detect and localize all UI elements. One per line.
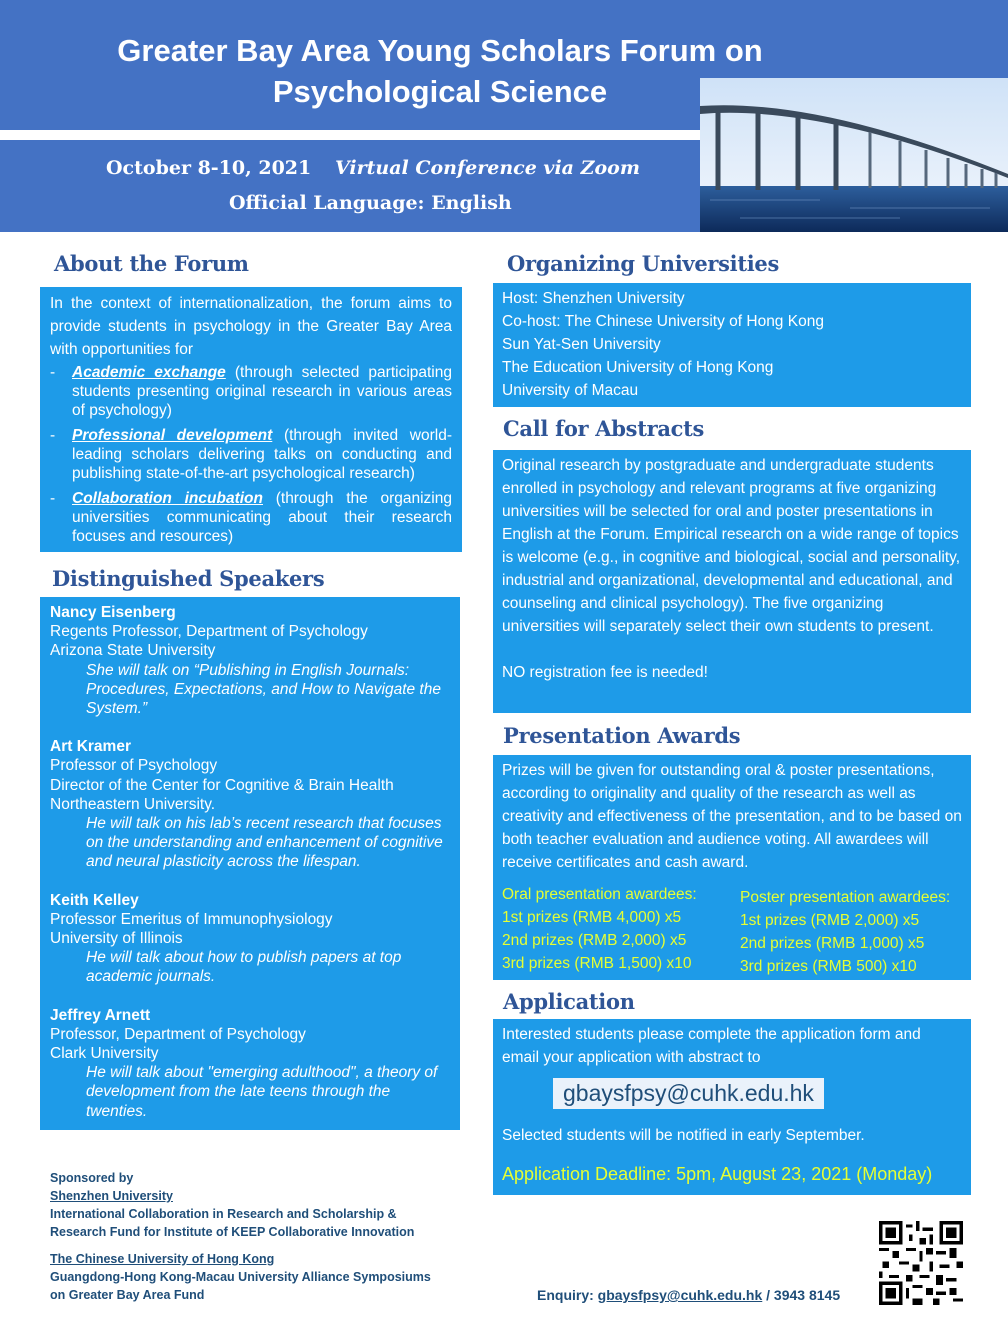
about-item-term: Professional development: [72, 427, 273, 444]
about-item-desc: (through selected participating students presenting original research in various areas of psychology): [72, 364, 452, 419]
sponsor-label: Sponsored by: [50, 1171, 134, 1185]
speaker-name: Nancy Eisenberg: [50, 604, 176, 621]
about-item-bullet: -: [50, 490, 56, 507]
speaker-affiliation: Arizona State University: [50, 642, 216, 660]
award-prize: 1st prizes (RMB 4,000) x5: [502, 909, 682, 926]
about-box: [40, 287, 462, 552]
application-deadline: Application Deadline: 5pm, August 23, 2021 (Monday): [502, 1164, 933, 1184]
award-prize: 3rd prizes (RMB 500) x10: [740, 958, 917, 975]
title-line-2: Psychological Science: [272, 74, 608, 109]
application-body: Interested students please complete the application form and email your application with abstract to: [502, 1026, 921, 1066]
speaker-title: Professor Emeritus of Immunophysiology: [50, 910, 333, 928]
speaker-talk: He will talk about "emerging adulthood", a theory of development from the late teens through the twenties.: [86, 1064, 438, 1120]
about-item: [50, 489, 452, 546]
awards-body: Prizes will be given for outstanding oral & poster presentations, according to originality and quality of the research as well as creativity and effectiveness of the presentation, and to be based on both teacher evaluation and audience voting. All awardees will receive certificates and cash award.: [502, 762, 962, 871]
speaker-entry: [50, 737, 450, 871]
about-item-term: Academic exchange: [72, 364, 226, 381]
title-line-1: Greater Bay Area Young Scholars Forum on: [117, 33, 763, 68]
award-prize: 1st prizes (RMB 2,000) x5: [740, 912, 920, 929]
qr-code[interactable]: [879, 1221, 963, 1305]
bridge-photo: [700, 78, 1008, 232]
speaker-talk: He will talk about how to publish papers at top academic journals.: [86, 949, 402, 986]
event-venue: Virtual Conference via Zoom: [335, 157, 640, 179]
speaker-entry: [50, 891, 450, 987]
speaker-talk: He will talk on his lab’s recent research that focuses on the understanding and enhancement of cognitive and neural plasticity across the lifespan.: [86, 815, 443, 871]
official-language: Official Language: English: [229, 192, 512, 214]
award-prize: 2nd prizes (RMB 1,000) x5: [740, 935, 925, 952]
speaker-entry: [50, 603, 450, 718]
enquiry-email-link[interactable]: gbaysfpsy@cuhk.edu.hk: [597, 1287, 763, 1303]
speaker-affiliation: University of Illinois: [50, 930, 183, 948]
speakers-box: [40, 597, 460, 1130]
speaker-title: Director of the Center for Cognitive & Brain Health: [50, 776, 394, 794]
poster-awards-list: [740, 886, 950, 978]
call-box: [493, 450, 971, 713]
poster-awards-title: Poster presentation awardees:: [740, 889, 951, 906]
awards-heading: Presentation Awards: [503, 723, 741, 748]
about-item-desc: (through the organizing universities communicating about their research focuses and resources): [72, 490, 452, 545]
application-notify: Selected students will be notified in early September.: [502, 1127, 865, 1144]
about-intro: In the context of internationalization, the forum aims to provide students in psychology in the Greater Bay Area with opportunities for: [50, 295, 452, 358]
header-info-band: [0, 140, 700, 232]
call-note: NO registration fee is needed!: [502, 664, 708, 681]
oral-awards-title: Oral presentation awardees:: [502, 886, 697, 903]
organizer-item: The Education University of Hong Kong: [502, 359, 774, 376]
organizing-box: [493, 283, 971, 407]
about-item: [50, 426, 452, 483]
organizer-item: Sun Yat-Sen University: [502, 336, 661, 353]
about-item-term: Collaboration incubation: [72, 490, 263, 507]
speaker-entry: [50, 1006, 450, 1121]
sponsor-fund: Research Fund for Institute of KEEP Collaborative Innovation: [50, 1225, 415, 1239]
organizing-heading: Organizing Universities: [507, 251, 780, 276]
enquiry-phone: / 3943 8145: [762, 1287, 841, 1303]
speaker-title: Regents Professor, Department of Psychology: [50, 623, 368, 641]
about-item: [50, 363, 452, 420]
speaker-affiliation: Clark University: [50, 1045, 159, 1063]
enquiry-line: [537, 1287, 840, 1303]
application-heading: Application: [503, 989, 635, 1014]
speaker-affiliation: Northeastern University.: [50, 795, 216, 813]
award-prize: 2nd prizes (RMB 2,000) x5: [502, 932, 687, 949]
call-body: Original research by postgraduate and undergraduate students enrolled in psychology and relevant programs at five organizing universities will be selected for oral and poster presentations in English at the Forum. Empirical research on a wide range of topics is welcome (e.g., in cognitive and biological, social and personality, industrial and organizational, developmental and educational, and counseling and clinical psychology). The five organizing universities will separately select their own students to present.: [502, 457, 961, 635]
speaker-name: Art Kramer: [50, 738, 131, 756]
about-heading: About the Forum: [54, 251, 249, 276]
event-date: October 8-10, 2021: [106, 157, 312, 179]
speaker-title: Professor of Psychology: [50, 757, 218, 775]
about-item-bullet: -: [50, 364, 56, 381]
organizer-item: Co-host: The Chinese University of Hong Kong: [502, 313, 824, 330]
about-item-desc: (through invited world-leading scholars delivering talks on conducting and publishing state-of-the-art psychological research): [72, 427, 452, 482]
application-box: [493, 1019, 971, 1195]
sponsor-fund: Guangdong-Hong Kong-Macau University Alliance Symposiums: [50, 1270, 431, 1284]
award-prize: 3rd prizes (RMB 1,500) x10: [502, 955, 692, 972]
organizer-item: Host: Shenzhen University: [502, 290, 685, 307]
call-heading: Call for Abstracts: [503, 416, 705, 441]
organizer-item: University of Macau: [502, 382, 639, 399]
speaker-talk: She will talk on “Publishing in English Journals: Procedures, Expectations, and How to Navigate the System.”: [86, 661, 441, 718]
application-email-link[interactable]: gbaysfpsy@cuhk.edu.hk: [553, 1078, 824, 1109]
speaker-title: Professor, Department of Psychology: [50, 1025, 306, 1043]
speaker-name: Keith Kelley: [50, 891, 139, 909]
sponsor-fund: International Collaboration in Research and Scholarship &: [50, 1207, 397, 1221]
sponsor-name[interactable]: Shenzhen University: [50, 1189, 173, 1203]
speaker-name: Jeffrey Arnett: [50, 1006, 151, 1024]
awards-box: [493, 755, 971, 980]
speakers-heading: Distinguished Speakers: [52, 566, 325, 591]
sponsor-fund: on Greater Bay Area Fund: [50, 1288, 205, 1302]
oral-awards-list: [502, 883, 697, 975]
sponsor-name[interactable]: The Chinese University of Hong Kong: [50, 1252, 275, 1266]
enquiry-label: Enquiry:: [537, 1287, 594, 1303]
about-item-bullet: -: [50, 427, 56, 444]
sponsor-block: [50, 1169, 431, 1304]
